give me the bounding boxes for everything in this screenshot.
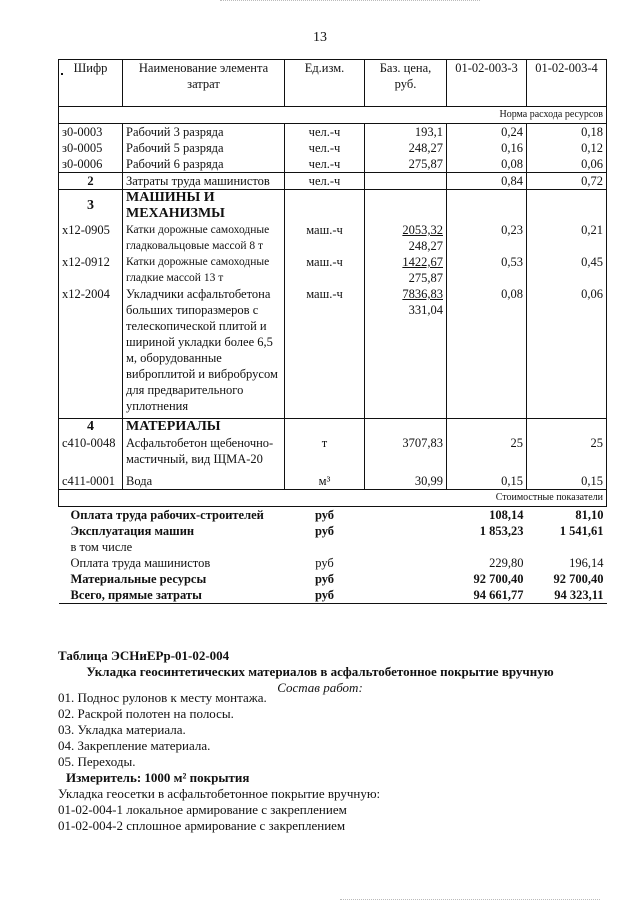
row-price-machinist: 331,04 [408,303,443,317]
row-value-1: 0,08 [447,156,527,173]
summary-value-2: 1 541,61 [559,524,604,538]
row-code: х12-0905 [59,222,123,254]
row-value-2: 0,18 [527,124,607,141]
summary-value-1: 229,80 [489,556,524,570]
summary-unit: руб [314,588,335,602]
section-code: 4 [59,419,123,436]
header-col1: 01-02-003-3 [447,60,527,107]
row-value-2: 0,06 [527,286,607,419]
table-row [59,473,607,490]
summary-unit: руб [314,524,335,538]
summary-unit: руб [314,508,335,522]
scan-dot [61,73,63,75]
cost-label-row [59,490,607,507]
row-code: с411-0001 [59,473,123,490]
row-name: Катки дорожные самоходные гладковальцовые массой 8 т [123,222,285,254]
row-unit: т [285,435,365,473]
row-price: 7836,83 [402,287,443,301]
summary-value-2: 94 323,11 [554,588,604,602]
summary-value-2: 196,14 [569,556,604,570]
row-price: 248,27 [365,140,447,156]
row-price: 193,1 [365,124,447,141]
row-value-2: 0,45 [527,254,607,286]
section-code: 3 [59,190,123,223]
row-price: 3707,83 [365,435,447,473]
table-row [59,156,607,173]
table-header-row [59,60,607,107]
row-name: Затраты труда машинистов [123,173,285,190]
machinist-labor-row [59,173,607,190]
summary-row [59,523,607,539]
row-code: х12-2004 [59,286,123,419]
row-value-1: 0,53 [447,254,527,286]
summary-name: в том числе [70,540,133,554]
table-row [59,140,607,156]
list-item: 01-02-004-2 сплошное армирование с закреплением [58,818,346,833]
row-value-1: 0,24 [447,124,527,141]
summary-name: Материальные ресурсы [70,572,207,586]
header-col2: 01-02-003-4 [527,60,607,107]
row-code: з0-0006 [59,156,123,173]
section-title: МАТЕРИАЛЫ [123,419,285,436]
meter-label: Измеритель: 1000 м² покрытия [66,770,250,785]
row-value-2: 25 [527,435,607,473]
row-value-2: 0,12 [527,140,607,156]
row-value-2: 0,21 [527,222,607,254]
summary-unit: руб [314,572,335,586]
summary-unit: руб [315,556,334,570]
materials-section-row [59,419,607,436]
row-name: Вода [123,473,285,490]
header-name: Наименование элемента затрат [123,60,285,107]
table-row [59,124,607,141]
row-name: Катки дорожные самоходные гладкие массой 13 т [123,254,285,286]
list-item: 01-02-004-1 локальное армирование с закреплением [58,802,347,817]
section-heading: Укладка геосинтетических материалов в асфальтобетонное покрытие вручную [86,664,554,679]
row-unit: чел.-ч [285,156,365,173]
row-code: с410-0048 [59,435,123,473]
summary-name: Эксплуатация машин [70,524,195,538]
row-value-1: 0,08 [447,286,527,419]
norm-label-row [59,107,607,124]
row-name: Рабочий 6 разряда [123,156,285,173]
row-code: х12-0912 [59,254,123,286]
row-price: 2053,32 [402,223,443,237]
table-row [59,254,607,286]
row-unit: чел.-ч [285,124,365,141]
resource-table [58,59,607,604]
summary-value-2: 81,10 [575,508,604,522]
table-title: Таблица ЭСНиЕРр-01-02-004 [58,648,230,663]
machines-section-row [59,190,607,223]
list-item: 02. Раскрой полотен на полосы. [58,706,234,721]
row-unit: маш.-ч [285,254,365,286]
row-price-machinist: 275,87 [408,271,443,285]
summary-row [59,555,607,571]
row-value-1: 0,15 [447,473,527,490]
row-value-2: 0,15 [527,473,607,490]
summary-name: Всего, прямые затраты [70,588,202,602]
row-code: з0-0005 [59,140,123,156]
row-price-machinist: 248,27 [408,239,443,253]
list-item: 04. Закрепление материала. [58,738,211,753]
list-item: 03. Укладка материала. [58,722,186,737]
row-unit: м³ [285,473,365,490]
row-name: Укладчики асфальтобетона больших типоразмеров с телескопической плитой и шириной укладки более 6,5 м, оборудованные виброплитой и вибробрусом для предварительного уплотнения [123,286,285,419]
summary-value-2: 92 700,40 [553,572,604,586]
list-item: 05. Переходы. [58,754,136,769]
row-value-1: 0,23 [447,222,527,254]
row-code: 2 [59,173,123,190]
row-price: 275,87 [365,156,447,173]
row-price: 30,99 [365,473,447,490]
summary-row [59,507,607,524]
row-value-2: 0,72 [527,173,607,190]
summary-row [59,587,607,604]
table-row [59,222,607,254]
row-unit: чел.-ч [285,140,365,156]
cost-label: Стоимостные показатели [59,490,607,507]
section-title: МАШИНЫ И МЕХАНИЗМЫ [123,190,285,223]
summary-name: Оплата труда рабочих-строителей [70,508,264,522]
table-row [59,435,607,473]
norm-label: Норма расхода ресурсов [59,107,607,124]
summary-name: Оплата труда машинистов [70,556,211,570]
row-name: Асфальтобетон щебеночно-мастичный, вид ЩМА-20 [123,435,285,473]
list-item: 01. Поднос рулонов к месту монтажа. [58,690,267,705]
scan-edge-top [220,0,480,2]
row-unit: маш.-ч [285,222,365,254]
row-value-1: 0,16 [447,140,527,156]
summary-value-1: 108,14 [489,508,524,522]
composition-label: Состав работ: [277,680,363,695]
work-steps-list [58,690,618,834]
summary-value-1: 92 700,40 [473,572,524,586]
table-row [59,286,607,419]
row-code: з0-0003 [59,124,123,141]
summary-value-1: 94 661,77 [473,588,524,602]
header-base-price: Баз. цена, руб. [365,60,447,107]
summary-value-1: 1 853,23 [479,524,524,538]
row-unit: маш.-ч [285,286,365,419]
row-price: 1422,67 [402,255,443,269]
scan-edge-bottom [340,899,600,901]
summary-row [59,539,607,555]
section-title [58,648,618,664]
row-value-1: 25 [447,435,527,473]
row-value-2: 0,06 [527,156,607,173]
page-number: 13 [313,30,327,45]
row-name: Рабочий 3 разряда [123,124,285,141]
row-name: Рабочий 5 разряда [123,140,285,156]
header-code: Шифр [59,60,123,107]
summary-row [59,571,607,587]
row-value-1: 0,84 [447,173,527,190]
description: Укладка геосетки в асфальтобетонное покрытие вручную: [58,786,381,801]
row-unit: чел.-ч [285,173,365,190]
header-unit: Ед.изм. [285,60,365,107]
